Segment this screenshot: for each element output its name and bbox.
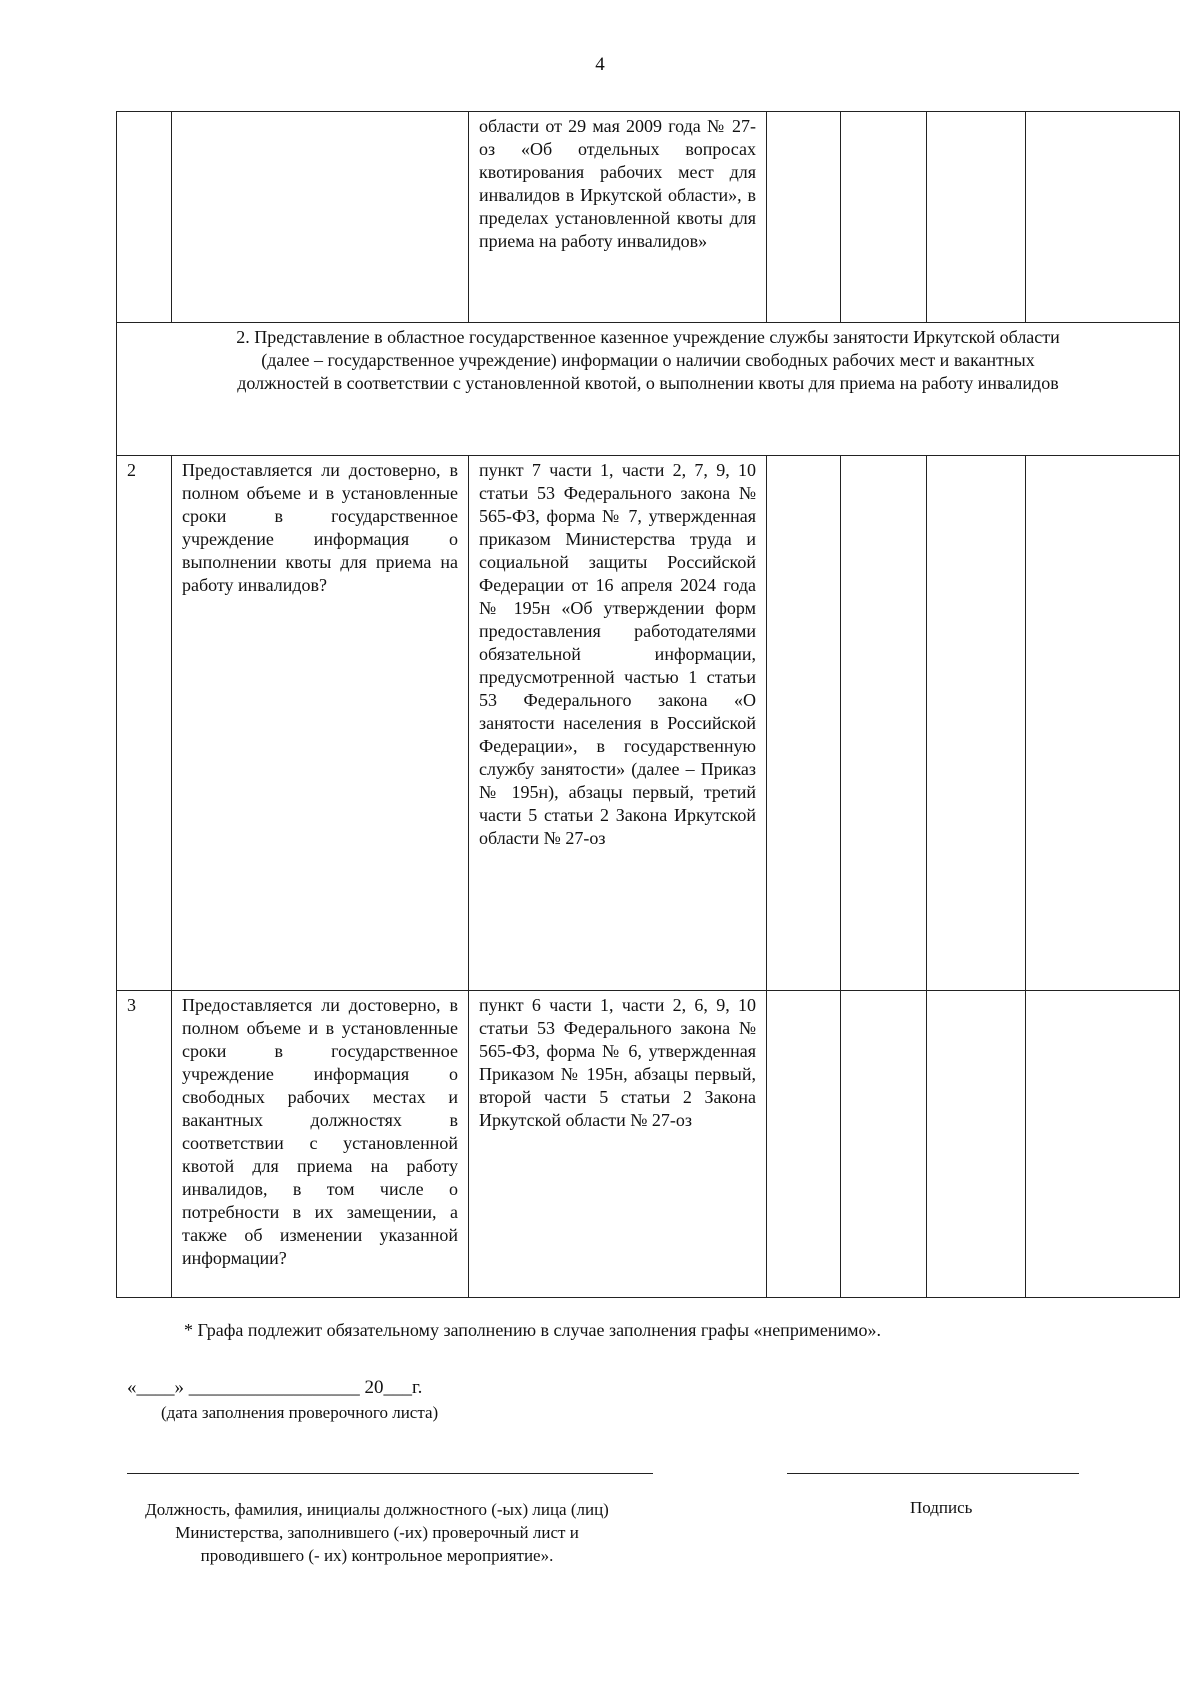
page-number: 4 [595, 54, 605, 75]
row-number: 2 [117, 456, 172, 991]
answer-yes-cell [767, 112, 841, 323]
row-number [117, 112, 172, 323]
table-row [117, 456, 1180, 991]
legal-reference-cell: области от 29 мая 2009 года № 27-оз «Об отдельных вопросах квотирования рабочих мест для инвалидов в Иркутской области», в пределах установленной квоты для приема на работу инвалидов» [469, 112, 767, 323]
signature-line [787, 1473, 1079, 1474]
section-heading-line: 2. Представление в областное государственное казенное учреждение службы занятости Иркутской области [236, 327, 1060, 347]
not-applicable-cell [927, 991, 1026, 1298]
section-header-row [117, 323, 1180, 456]
notes-cell [1026, 112, 1180, 323]
not-applicable-cell [927, 112, 1026, 323]
section-heading [117, 323, 1180, 456]
question-cell: Предоставляется ли достоверно, в полном объеме и в установленные сроки в государственное учреждение информация о выполнении квоты для приема на работу инвалидов? [172, 456, 469, 991]
answer-yes-cell [767, 991, 841, 1298]
question-cell: Предоставляется ли достоверно, в полном объеме и в установленные сроки в государственное учреждение информация о свободных рабочих местах и вакантных должностях в соответствии с установленной квотой для приема на работу инвалидов, в том числе о потребности в их замещении, а также об изменении указанной информации? [172, 991, 469, 1298]
official-caption: Должность, фамилия, инициалы должностного (-ых) лица (лиц) Министерства, заполнившего (-их) проверочный лист и проводившего (- их) контрольное мероприятие». [145, 1500, 609, 1565]
checklist-table [116, 111, 1180, 1298]
answer-no-cell [841, 112, 927, 323]
date-caption: (дата заполнения проверочного листа) [161, 1403, 439, 1422]
notes-cell [1026, 991, 1180, 1298]
answer-yes-cell [767, 456, 841, 991]
legal-reference-cell: пункт 6 части 1, части 2, 6, 9, 10 статьи 53 Федерального закона № 565-ФЗ, форма № 6, утвержденная Приказом № 195н, абзацы первый, второй части 5 статьи 2 Закона Иркутской области № 27-оз [469, 991, 767, 1298]
question-cell [172, 112, 469, 323]
not-applicable-cell [927, 456, 1026, 991]
date-fill-line: «____» __________________ 20___г. [127, 1377, 423, 1398]
section-heading-line: должностей в соответствии с установленной квотой, о выполнении квоты для приема на работу инвалидов [237, 373, 1059, 393]
row-number: 3 [117, 991, 172, 1298]
signature-caption: Подпись [910, 1498, 973, 1517]
answer-no-cell [841, 456, 927, 991]
legal-reference-cell: пункт 7 части 1, части 2, 7, 9, 10 статьи 53 Федерального закона № 565-ФЗ, форма № 7, утвержденная приказом Министерства труда и социальной защиты Российской Федерации от 16 апреля 2024 года № 195н «Об утверждении форм предоставления работодателями обязательной информации, предусмотренной частью 1 статьи 53 Федерального закона «О занятости населения в Российской Федерации», в государственную службу занятости» (далее – Приказ № 195н), абзацы первый, третий части 5 статьи 2 Закона Иркутской области № 27-оз [469, 456, 767, 991]
table-row [117, 112, 1180, 323]
footnote: * Графа подлежит обязательному заполнению в случае заполнения графы «неприменимо». [184, 1320, 881, 1340]
notes-cell [1026, 456, 1180, 991]
section-heading-line: (далее – государственное учреждение) информации о наличии свободных рабочих мест и вакантных [261, 350, 1035, 370]
table-row [117, 991, 1180, 1298]
answer-no-cell [841, 991, 927, 1298]
official-name-line [127, 1473, 653, 1474]
